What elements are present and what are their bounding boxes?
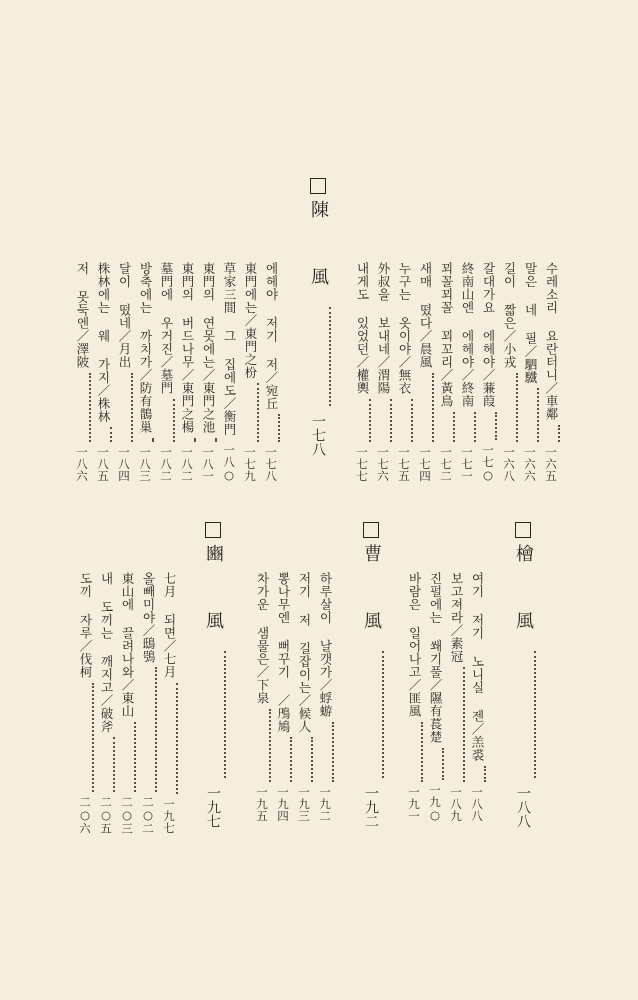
entry-page: 一八九 (449, 786, 463, 822)
toc-entry (157, 262, 175, 482)
entry-page: 一八三 (138, 446, 152, 482)
dot-leader (311, 737, 313, 782)
section-page: 一九七 (205, 786, 221, 828)
heading-box-icon (205, 522, 221, 538)
toc-entry (468, 572, 486, 822)
dot-leader (269, 709, 271, 783)
dot-leader (176, 683, 178, 795)
entry-title: 내 도끼는 깨지고／破斧 (99, 572, 114, 733)
section-name: 豳 風 (203, 544, 224, 643)
section-name: 陳 風 (308, 200, 329, 299)
dot-leader (134, 722, 136, 792)
dot-leader (332, 722, 334, 783)
entry-page: 一七九 (243, 446, 257, 482)
entry-page: 一八八 (470, 786, 484, 822)
dot-leader (152, 438, 154, 443)
toc-entry (437, 262, 455, 482)
entry-page: 一九三 (297, 786, 311, 822)
entry-title: 東門에는／東門之枌 (243, 262, 258, 379)
toc-entry (94, 262, 112, 482)
entry-title: 바람은 일어나고／匪風 (407, 572, 422, 718)
entry-title: 도끼 자루／伐柯 (78, 572, 93, 679)
entry-title: 뽕나무엔 뻐꾸기 ／鳲鳩 (276, 572, 291, 733)
entry-page: 一八○ (222, 444, 236, 483)
entry-title: 七月 되면／七月 (162, 572, 177, 679)
entry-title: 저 못둑엔／澤陂 (75, 262, 90, 369)
entry-page: 一七六 (376, 446, 390, 482)
toc-entry (241, 262, 259, 482)
toc-entry (426, 572, 444, 822)
entry-page: 一七五 (397, 446, 411, 482)
toc-entry (136, 262, 154, 482)
dot-leader (110, 427, 112, 442)
dot-leader (92, 683, 94, 792)
entry-page: 二○二 (141, 795, 155, 834)
toc-entry (118, 572, 136, 834)
entry-page: 一九一 (407, 786, 421, 822)
dot-leader (558, 425, 560, 443)
toc-entry (521, 262, 539, 482)
entry-page: 一八二 (159, 446, 173, 482)
entry-page: 一八四 (117, 446, 131, 482)
entry-title: 진펄에는 쐐기풀／隰有萇楚 (428, 572, 443, 744)
section-heading (305, 178, 331, 456)
entry-page: 一八一 (201, 446, 215, 482)
dot-leader (257, 383, 259, 442)
entry-page: 一九四 (276, 786, 290, 822)
dot-leader (329, 307, 331, 406)
section-heading (358, 522, 384, 828)
dot-leader (290, 737, 292, 782)
toc-entry (542, 262, 560, 482)
toc-entry (395, 262, 413, 482)
entry-title: 하루살이 날갯가／蜉蝣 (318, 572, 333, 718)
entry-page: 一七七 (355, 446, 369, 482)
entry-title: 올빼미야／鴟鴞 (141, 572, 156, 663)
entry-title: 여기 저기 노니실 젠／羔裘 (470, 572, 485, 762)
entry-page: 一八五 (96, 446, 110, 482)
toc-entry (160, 572, 178, 834)
heading-box-icon (515, 522, 531, 538)
entry-title: 東門의 연못에는／東門之池 (201, 262, 216, 434)
toc-entry (316, 572, 334, 822)
dot-leader (155, 667, 157, 792)
toc-entry (97, 572, 115, 834)
entry-title: 에헤야 저기 저／宛丘 (264, 262, 279, 410)
dot-leader (173, 399, 175, 443)
dot-leader (369, 399, 371, 443)
section-heading (200, 522, 226, 828)
entry-title: 東山에 끌려나와／東山 (120, 572, 135, 718)
section-name: 檜 風 (513, 544, 534, 643)
toc-entry (405, 572, 423, 822)
toc-entry (199, 262, 217, 482)
dot-leader (224, 651, 226, 778)
entry-title: 차가운 샘물은／下泉 (255, 572, 270, 705)
entry-page: 一八六 (75, 446, 89, 482)
entry-page: 一八二 (180, 446, 194, 482)
entry-title: 東門의 버드나무／東門之楊 (180, 262, 195, 434)
entry-page: 一六八 (502, 446, 516, 482)
toc-entry (500, 262, 518, 482)
entry-page: 一七二 (439, 446, 453, 482)
dot-leader (432, 373, 434, 443)
toc-entry (274, 572, 292, 822)
toc-entry (458, 262, 476, 482)
toc-entry (447, 572, 465, 822)
entry-page: 一九○ (428, 783, 442, 822)
toc-entry (73, 262, 91, 482)
dot-leader (421, 722, 423, 783)
toc-entry (353, 262, 371, 482)
entry-title: 外叔을 보내네／渭陽 (376, 262, 391, 395)
entry-page: 一七八 (264, 446, 278, 482)
dot-leader (89, 373, 91, 443)
entry-title: 길이 짧은／小戎 (502, 262, 517, 369)
section-page: 一八八 (515, 786, 531, 828)
entry-title: 말은 네 필／駟驖 (523, 262, 538, 384)
entry-title: 새매 떴다／晨風 (418, 262, 433, 369)
dot-leader (131, 373, 133, 443)
section-name: 曹 風 (361, 544, 382, 643)
entry-page: 一七○ (481, 443, 495, 482)
toc-entry (374, 262, 392, 482)
dot-leader (113, 737, 115, 792)
entry-page: 一六五 (544, 446, 558, 482)
toc-entry (76, 572, 94, 834)
entry-title: 墓門에 우거진／墓門 (159, 262, 174, 395)
entry-title: 저기 저 길잡이는／候人 (297, 572, 312, 733)
dot-leader (474, 412, 476, 443)
entry-title: 누구는 옷이야／無衣 (397, 262, 412, 395)
entry-page: 一六六 (523, 446, 537, 482)
entry-page: 一七四 (418, 446, 432, 482)
toc-entry (178, 262, 196, 482)
dot-leader (463, 667, 465, 782)
dot-leader (516, 373, 518, 443)
dot-leader (194, 438, 196, 443)
dot-leader (534, 651, 536, 778)
entry-title: 終南山엔 에헤야／終南 (460, 262, 475, 408)
entry-title: 보고져라／素冠 (449, 572, 464, 663)
entry-title: 株林에는 웨 가지／株林 (96, 262, 111, 423)
entry-title: 꾀꼴꾀꼴 꾀꼬리／黃鳥 (439, 262, 454, 408)
heading-box-icon (310, 178, 326, 194)
entry-page: 一九二 (318, 786, 332, 822)
dot-leader (411, 399, 413, 443)
toc-entry (295, 572, 313, 822)
section-page: 一七八 (310, 414, 326, 456)
entry-page: 二○五 (99, 795, 113, 834)
dot-leader (382, 651, 384, 778)
entry-title: 내게도 있었던／權輿 (355, 262, 370, 395)
entry-title: 방축에는 까치가／防有鵲巢 (138, 262, 153, 434)
dot-leader (390, 399, 392, 443)
dot-leader (484, 766, 486, 783)
toc-entry (416, 262, 434, 482)
toc-entry (262, 262, 280, 482)
entry-page: 一九七 (162, 798, 176, 834)
entry-page: 二○六 (78, 795, 92, 834)
section-page: 一九二 (363, 786, 379, 828)
dot-leader (278, 414, 280, 442)
section-heading (510, 522, 536, 828)
toc-entry (139, 572, 157, 834)
entry-page: 二○三 (120, 795, 134, 834)
toc-entry (253, 572, 271, 822)
dot-leader (453, 412, 455, 443)
toc-entry (115, 262, 133, 482)
entry-page: 一七一 (460, 446, 474, 482)
toc-entry (479, 262, 497, 482)
entry-title: 수레소리 요란터니／車鄰 (544, 262, 559, 421)
entry-page: 一九五 (255, 786, 269, 822)
toc-entry (220, 262, 238, 482)
entry-title: 草家三間 그 집에도／衡門 (222, 262, 237, 436)
entry-title: 달이 떴네／月出 (117, 262, 132, 369)
dot-leader (537, 388, 539, 442)
heading-box-icon (363, 522, 379, 538)
dot-leader (495, 412, 497, 440)
dot-leader (215, 438, 217, 443)
entry-title: 갈대가요 에헤야／蒹葭 (481, 262, 496, 408)
dot-leader (442, 748, 444, 780)
